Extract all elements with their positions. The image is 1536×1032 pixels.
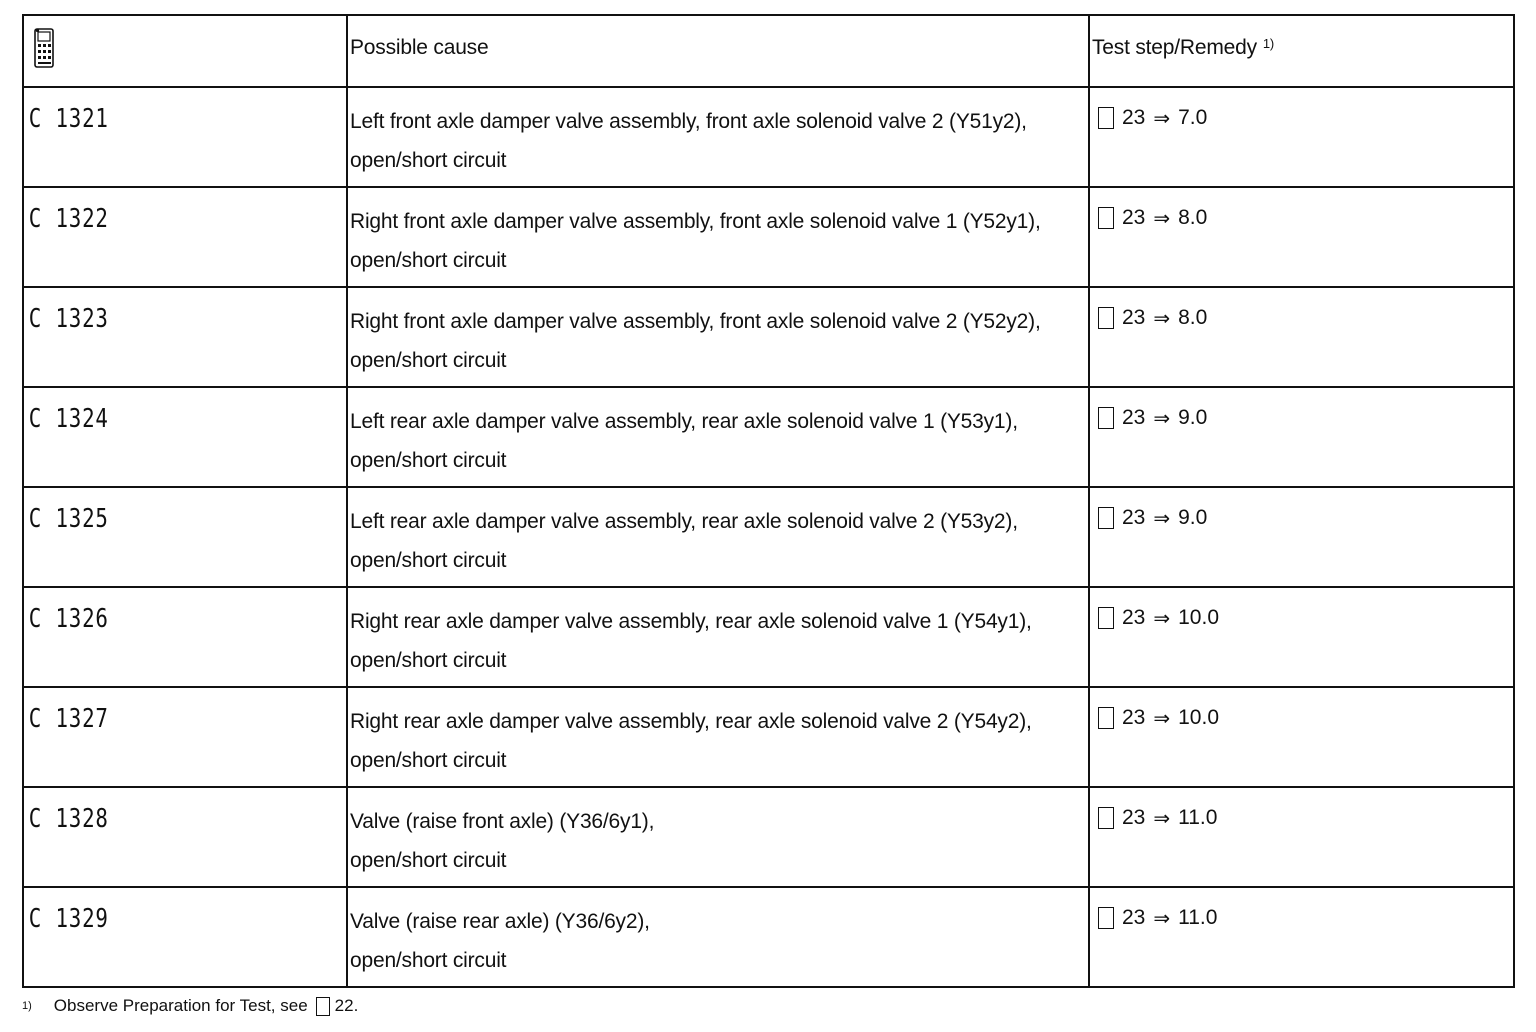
test-step-number: 8.0 bbox=[1178, 306, 1208, 329]
arrow-icon: ⇒ bbox=[1153, 306, 1171, 330]
fault-code: C 1325 bbox=[28, 504, 109, 534]
test-step-reference bbox=[1090, 188, 1513, 230]
page-reference-icon bbox=[1098, 907, 1114, 929]
possible-cause bbox=[348, 688, 1088, 780]
fault-code: C 1323 bbox=[28, 304, 109, 334]
test-step-cell bbox=[1089, 87, 1514, 187]
ref-page: 23 bbox=[1122, 506, 1146, 529]
possible-cause bbox=[348, 788, 1088, 880]
arrow-icon: ⇒ bbox=[1153, 506, 1171, 530]
test-step-cell bbox=[1089, 887, 1514, 987]
test-step-reference bbox=[1090, 388, 1513, 430]
possible-cause-cell bbox=[347, 387, 1089, 487]
possible-cause-cell bbox=[347, 587, 1089, 687]
fault-code: C 1322 bbox=[28, 204, 109, 234]
table-header-row bbox=[23, 15, 1514, 87]
page-reference-icon bbox=[1098, 507, 1114, 529]
fault-code: C 1326 bbox=[28, 604, 109, 634]
cause-line-2: open/short circuit bbox=[350, 649, 507, 672]
table-row bbox=[23, 887, 1514, 987]
possible-cause-cell bbox=[347, 187, 1089, 287]
fault-code: C 1321 bbox=[28, 104, 109, 134]
ref-page: 23 bbox=[1122, 706, 1146, 729]
table-row bbox=[23, 187, 1514, 287]
arrow-icon: ⇒ bbox=[1153, 706, 1171, 730]
test-step-reference bbox=[1090, 588, 1513, 630]
table-row bbox=[23, 487, 1514, 587]
cause-line-1: Valve (raise rear axle) (Y36/6y2), bbox=[350, 910, 650, 933]
table-row bbox=[23, 87, 1514, 187]
page-reference-icon bbox=[316, 997, 330, 1016]
footnote-mark: 1) bbox=[22, 1000, 32, 1012]
test-step-number: 7.0 bbox=[1178, 106, 1208, 129]
fault-code: C 1324 bbox=[28, 404, 109, 434]
cause-line-1: Left front axle damper valve assembly, front axle solenoid valve 2 (Y51y2), bbox=[350, 110, 1027, 133]
page-reference-icon bbox=[1098, 707, 1114, 729]
possible-cause-cell bbox=[347, 687, 1089, 787]
test-step-number: 11.0 bbox=[1178, 806, 1218, 829]
cause-line-2: open/short circuit bbox=[350, 949, 507, 972]
fault-code-cell bbox=[23, 187, 347, 287]
fault-code-cell bbox=[23, 587, 347, 687]
possible-cause-cell bbox=[347, 87, 1089, 187]
fault-code: C 1327 bbox=[28, 704, 109, 734]
test-step-cell bbox=[1089, 487, 1514, 587]
test-step-number: 8.0 bbox=[1178, 206, 1208, 229]
ref-page: 23 bbox=[1122, 806, 1146, 829]
cause-line-2: open/short circuit bbox=[350, 749, 507, 772]
fault-code-cell bbox=[23, 387, 347, 487]
header-remedy-cell bbox=[1089, 15, 1514, 87]
ref-page: 23 bbox=[1122, 206, 1146, 229]
possible-cause bbox=[348, 188, 1088, 280]
fault-code: C 1329 bbox=[28, 904, 109, 934]
page-reference-icon bbox=[1098, 207, 1114, 229]
possible-cause bbox=[348, 888, 1088, 980]
header-code-cell bbox=[23, 15, 347, 87]
possible-cause-cell bbox=[347, 287, 1089, 387]
cause-line-2: open/short circuit bbox=[350, 249, 507, 272]
arrow-icon: ⇒ bbox=[1153, 406, 1171, 430]
possible-cause bbox=[348, 388, 1088, 480]
table-row bbox=[23, 287, 1514, 387]
ref-page: 23 bbox=[1122, 306, 1146, 329]
test-step-number: 10.0 bbox=[1178, 706, 1219, 729]
cause-line-1: Right rear axle damper valve assembly, rear axle solenoid valve 1 (Y54y1), bbox=[350, 610, 1032, 633]
test-step-cell bbox=[1089, 387, 1514, 487]
fault-code-cell bbox=[23, 287, 347, 387]
table-row bbox=[23, 387, 1514, 487]
test-step-number: 10.0 bbox=[1178, 606, 1219, 629]
test-step-reference bbox=[1090, 888, 1513, 930]
possible-cause-cell bbox=[347, 887, 1089, 987]
test-step-reference bbox=[1090, 88, 1513, 130]
footnote-text: Observe Preparation for Test, see bbox=[53, 996, 308, 1015]
remedy-header-label: Test step/Remedy bbox=[1092, 36, 1257, 59]
fault-code-cell bbox=[23, 887, 347, 987]
cause-line-1: Right front axle damper valve assembly, front axle solenoid valve 1 (Y52y1), bbox=[350, 210, 1041, 233]
test-step-reference bbox=[1090, 688, 1513, 730]
cause-line-1: Right front axle damper valve assembly, front axle solenoid valve 2 (Y52y2), bbox=[350, 310, 1041, 333]
test-step-cell bbox=[1089, 187, 1514, 287]
cause-line-1: Right rear axle damper valve assembly, rear axle solenoid valve 2 (Y54y2), bbox=[350, 710, 1032, 733]
arrow-icon: ⇒ bbox=[1153, 206, 1171, 230]
test-step-reference bbox=[1090, 788, 1513, 830]
table-row bbox=[23, 687, 1514, 787]
arrow-icon: ⇒ bbox=[1153, 806, 1171, 830]
arrow-icon: ⇒ bbox=[1153, 106, 1171, 130]
cause-line-1: Left rear axle damper valve assembly, rear axle solenoid valve 1 (Y53y1), bbox=[350, 410, 1018, 433]
page-reference-icon bbox=[1098, 307, 1114, 329]
header-cause-cell bbox=[347, 15, 1089, 87]
test-step-cell bbox=[1089, 287, 1514, 387]
possible-cause bbox=[348, 588, 1088, 680]
footnote bbox=[22, 996, 358, 1016]
fault-code-table bbox=[22, 14, 1515, 988]
table-row bbox=[23, 787, 1514, 887]
ref-page: 23 bbox=[1122, 906, 1146, 929]
possible-cause bbox=[348, 88, 1088, 180]
arrow-icon: ⇒ bbox=[1153, 606, 1171, 630]
cause-line-1: Left rear axle damper valve assembly, rear axle solenoid valve 2 (Y53y2), bbox=[350, 510, 1018, 533]
fault-code-cell bbox=[23, 787, 347, 887]
ref-page: 23 bbox=[1122, 106, 1146, 129]
page-reference-icon bbox=[1098, 807, 1114, 829]
arrow-icon: ⇒ bbox=[1153, 906, 1171, 930]
ref-page: 23 bbox=[1122, 406, 1146, 429]
fault-code-cell bbox=[23, 87, 347, 187]
fault-code-cell bbox=[23, 487, 347, 587]
page-reference-icon bbox=[1098, 107, 1114, 129]
cause-line-2: open/short circuit bbox=[350, 349, 507, 372]
test-step-reference bbox=[1090, 488, 1513, 530]
cause-line-2: open/short circuit bbox=[350, 449, 507, 472]
possible-cause bbox=[348, 288, 1088, 380]
test-step-reference bbox=[1090, 288, 1513, 330]
cause-line-2: open/short circuit bbox=[350, 149, 507, 172]
possible-cause-header: Possible cause bbox=[350, 36, 489, 59]
possible-cause bbox=[348, 488, 1088, 580]
fault-code: C 1328 bbox=[28, 804, 109, 834]
possible-cause-cell bbox=[347, 787, 1089, 887]
footnote-page-ref: 22. bbox=[334, 996, 359, 1015]
page-reference-icon bbox=[1098, 607, 1114, 629]
test-step-number: 11.0 bbox=[1178, 906, 1218, 929]
cause-line-2: open/short circuit bbox=[350, 549, 507, 572]
ref-page: 23 bbox=[1122, 606, 1146, 629]
page-reference-icon bbox=[1098, 407, 1114, 429]
cause-line-2: open/short circuit bbox=[350, 849, 507, 872]
test-step-cell bbox=[1089, 787, 1514, 887]
footnote-marker: 1) bbox=[1262, 36, 1275, 51]
test-step-remedy-header bbox=[1090, 16, 1513, 60]
test-step-number: 9.0 bbox=[1178, 406, 1208, 429]
handheld-tester-icon bbox=[34, 28, 54, 68]
test-step-cell bbox=[1089, 587, 1514, 687]
cause-line-1: Valve (raise front axle) (Y36/6y1), bbox=[350, 810, 655, 833]
test-step-number: 9.0 bbox=[1178, 506, 1208, 529]
test-step-cell bbox=[1089, 687, 1514, 787]
table-row bbox=[23, 587, 1514, 687]
fault-code-cell bbox=[23, 687, 347, 787]
possible-cause-cell bbox=[347, 487, 1089, 587]
